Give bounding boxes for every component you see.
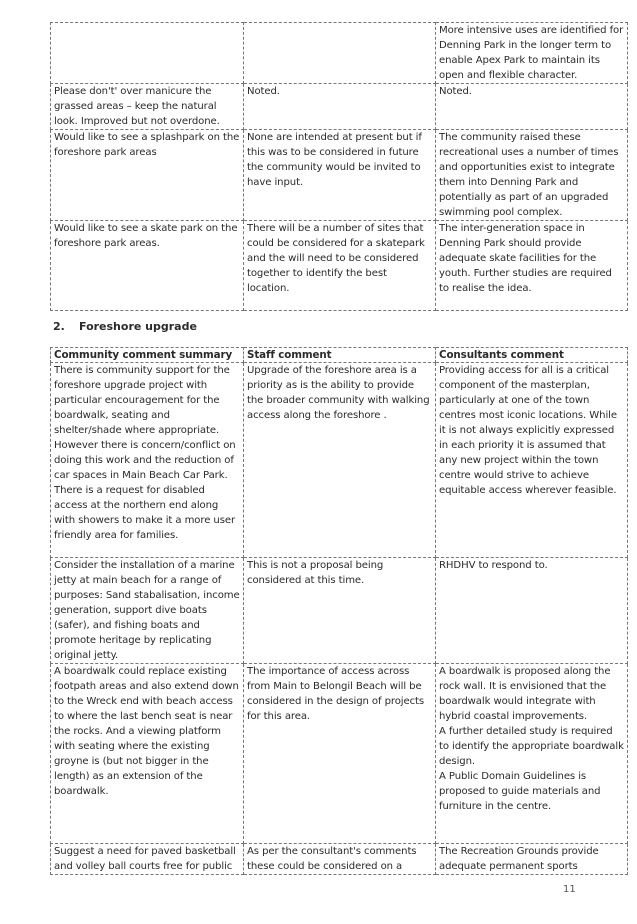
community-comment-cell [51,664,244,844]
cell-paragraph: As per the consultant's comments these could be considered on a [247,846,417,872]
staff-comment-cell [244,558,436,664]
community-comment-cell: Would like to see a splashpark on the foreshore park areas [51,130,244,221]
column-header-consultants: Consultants comment [436,348,628,363]
consultant-comment-cell: Noted. [436,84,628,130]
table-row [51,23,628,84]
consultant-comment-cell [436,664,628,844]
cell-paragraph: A boardwalk could replace existing footpath areas and also extend down to the Wreck end with beach access to where the last bench seat is near the rocks. And a viewing platform with seating where the existing groyne is (but not bigger in the length) as an extension of the boardwalk. [54,666,239,797]
cell-paragraph: A Public Domain Guidelines is proposed to guide materials and furniture in the centre. [439,771,601,812]
page-number: 11 [563,884,576,895]
table-row [51,363,628,558]
staff-comment-cell [244,363,436,558]
community-comment-cell: Would like to see a skate park on the foreshore park areas. [51,221,244,311]
table-row [51,84,628,130]
table-row [51,130,628,221]
cell-paragraph: This is not a proposal being considered at this time. [247,560,384,586]
section-number: 2. [53,320,65,333]
cell-paragraph: Consider the installation of a marine jetty at main beach for a range of purposes: Sand stabalisation, income generation, support dive boats (safer), and fishing boats and promote heritage by replicating original jetty. [54,560,240,661]
section-title: Foreshore upgrade [79,320,197,333]
cell-paragraph: Suggest a need for paved basketball and volley ball courts free for public [54,846,236,872]
staff-comment-cell: None are intended at present but if this was to be considered in future the community would be invited to have input. [244,130,436,221]
table-row [51,844,628,875]
section-heading [53,320,197,333]
community-comment-cell [51,844,244,875]
table-responses-continued [50,22,628,311]
table-header-row [51,348,628,363]
cell-paragraph: The Recreation Grounds provide adequate permanent sports [439,846,599,872]
consultant-comment-cell: More intensive uses are identified for Denning Park in the longer term to enable Apex Park to maintain its open and flexible character. [436,23,628,84]
community-comment-cell [51,363,244,558]
consultant-comment-cell [436,844,628,875]
community-comment-cell: Please don't' over manicure the grassed areas – keep the natural look. Improved but not overdone. [51,84,244,130]
cell-paragraph: Providing access for all is a critical component of the masterplan, particularly at one of the town centres most iconic locations. While it is not always explicitly expressed in each priority it is assumed that any new project within the town centre would strive to achieve equitable access wherever feasible. [439,365,617,496]
staff-comment-cell [244,664,436,844]
cell-paragraph: A further detailed study is required to identify the appropriate boardwalk design. [439,726,624,767]
staff-comment-cell [244,844,436,875]
staff-comment-cell: Noted. [244,84,436,130]
staff-comment-cell: There will be a number of sites that could be considered for a skatepark and the will need to be considered together to identify the best location. [244,221,436,311]
cell-paragraph: Upgrade of the foreshore area is a priority as is the ability to provide the broader community with walking access along the foreshore . [247,365,430,421]
consultant-comment-cell [436,363,628,558]
column-header-staff: Staff comment [244,348,436,363]
consultant-comment-cell: The inter-generation space in Denning Park should provide adequate skate facilities for the youth. Further studies are required to realise the idea. [436,221,628,311]
table-row [51,664,628,844]
cell-paragraph: There is a request for disabled access at the northern end along with showers to make it a more user friendly area for families. [54,485,236,541]
table-foreshore-upgrade [50,347,628,875]
cell-paragraph: A boardwalk is proposed along the rock wall. It is envisioned that the boardwalk would integrate with hybrid coastal improvements. [439,666,611,722]
column-header-community: Community comment summary [51,348,244,363]
cell-paragraph: RHDHV to respond to. [439,560,548,571]
consultant-comment-cell [436,558,628,664]
table-row [51,221,628,311]
consultant-comment-cell: The community raised these recreational uses a number of times and opportunities exist to integrate them into Denning Park and potentially as part of an upgraded swimming pool complex. [436,130,628,221]
staff-comment-cell [244,23,436,84]
table-row [51,558,628,664]
cell-paragraph: The importance of access across from Main to Belongil Beach will be considered in the design of projects for this area. [247,666,425,722]
cell-paragraph: There is community support for the foreshore upgrade project with particular encouragement for the boardwalk, seating and shelter/shade where appropriate. However there is concern/conflict on doing this work and the reduction of car spaces in Main Beach Car Park. [54,365,236,481]
community-comment-cell [51,23,244,84]
community-comment-cell [51,558,244,664]
